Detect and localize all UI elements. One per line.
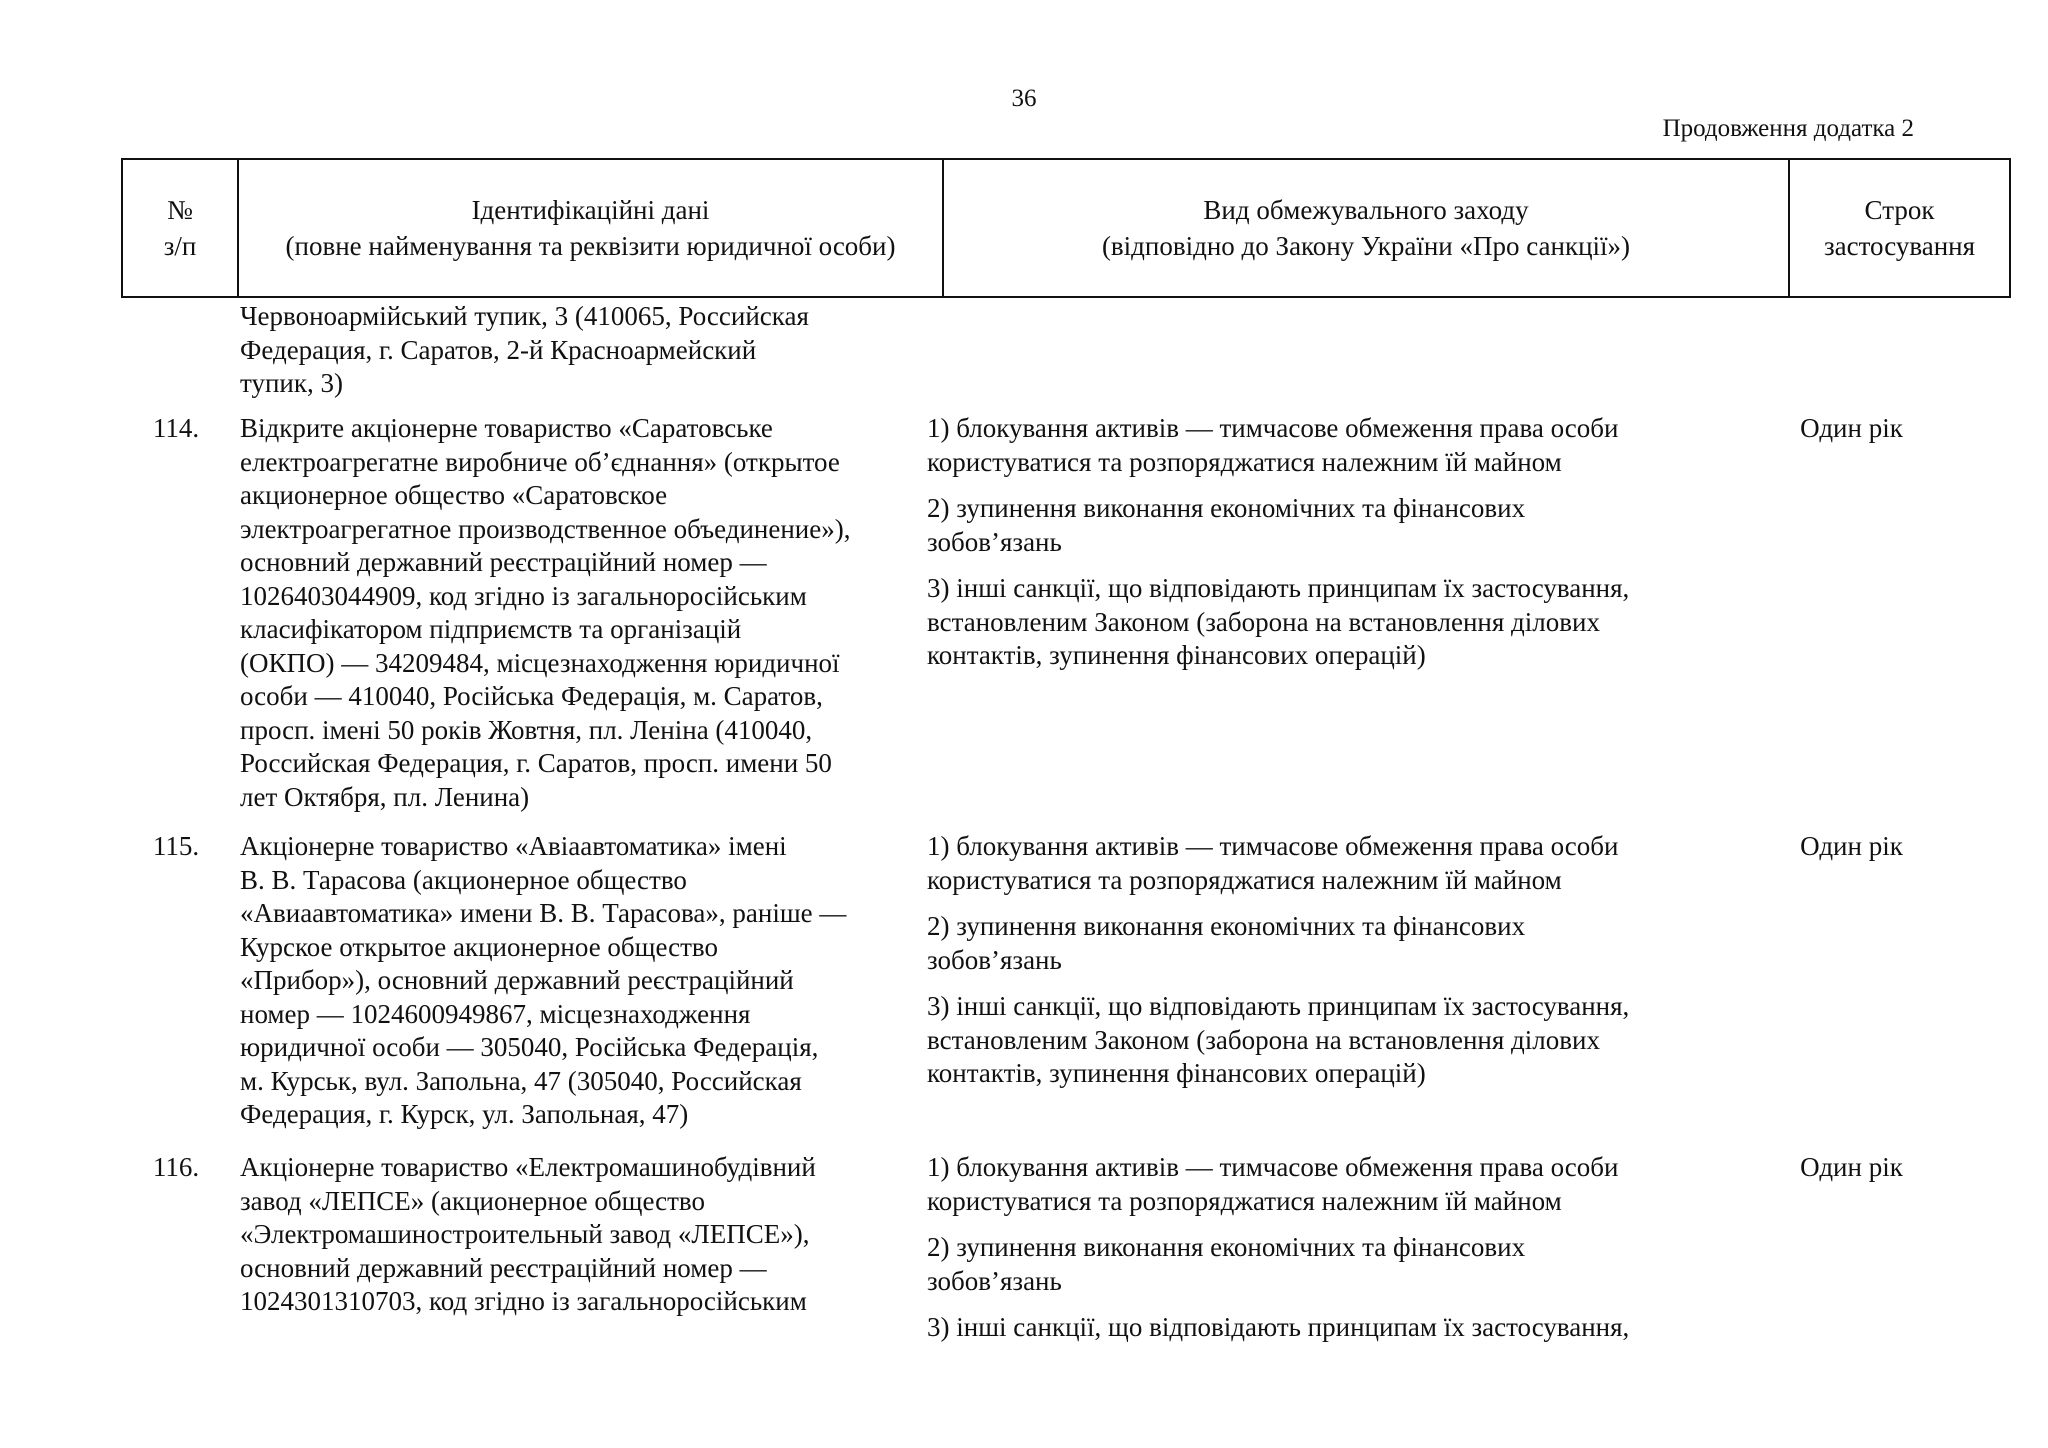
table-header bbox=[121, 158, 2011, 298]
identification-line: акционерное общество «Саратовское bbox=[240, 480, 668, 510]
identification-line: «Электромашиностроительный завод «ЛЕПСЕ»), bbox=[240, 1219, 810, 1249]
measure-line: 3) інші санкції, що відповідають принципам їх застосування, bbox=[927, 1312, 1630, 1342]
identification-line: електроагрегатне виробниче об’єднання» (открытое bbox=[240, 446, 840, 477]
row-measures bbox=[914, 1151, 1746, 1358]
header-measure-title: Вид обмежувального заходу bbox=[1203, 195, 1529, 225]
identification-line: просп. імені 50 років Жовтня, пл. Леніна (410040, bbox=[240, 714, 813, 745]
measure-item bbox=[927, 492, 1740, 559]
identification-line: Федерация, г. Курск, ул. Запольная, 47) bbox=[240, 1099, 689, 1129]
measure-line: користуватися та розпоряджатися належним їй майном bbox=[927, 864, 1562, 895]
row-number: 115. bbox=[152, 831, 200, 861]
row-term: Один рік bbox=[1800, 831, 1903, 861]
row-identification bbox=[223, 412, 914, 814]
measure-line: 3) інші санкції, що відповідають принципам їх застосування, bbox=[927, 573, 1630, 603]
measure-line: 2) зупинення виконання економічних та фінансових bbox=[927, 911, 1526, 941]
header-number-abbrev: з/п bbox=[163, 231, 197, 261]
measure-line: 1) блокування активів — тимчасове обмеження права особи bbox=[927, 1152, 1619, 1182]
identification-line: класифікатором підприємств та організацій bbox=[240, 614, 742, 644]
appendix-continuation-label: Продовження додатка 2 bbox=[1662, 115, 1914, 142]
identification-line: Акціонерне товариство «Авіаавтоматика» імені bbox=[240, 831, 787, 861]
identification-line: Відкрите акціонерне товариство «Саратовське bbox=[240, 413, 773, 443]
measure-item bbox=[927, 572, 1740, 673]
identification-line: Червоноармійський тупик, 3 (410065, Российская bbox=[240, 301, 809, 331]
header-identification-subtitle: (повне найменування та реквізити юридичної особи) bbox=[285, 231, 896, 261]
row-identification bbox=[223, 1151, 914, 1319]
identification-line: Российская Федерация, г. Саратов, просп. имени 50 bbox=[240, 748, 832, 778]
identification-line: «Прибор»), основний державний реєстраційний bbox=[240, 965, 794, 995]
measure-line: зобов’язань bbox=[927, 944, 1062, 975]
row-identification bbox=[223, 830, 914, 1132]
identification-line: Курское открытое акционерное общество bbox=[240, 931, 718, 962]
measure-line: контактів, зупинення фінансових операцій) bbox=[927, 640, 1426, 670]
row-measures bbox=[914, 830, 1746, 1104]
measure-item bbox=[927, 1311, 1740, 1345]
identification-line: (ОКПО) — 34209484, місцезнаходження юридичної bbox=[240, 647, 840, 678]
measure-line: 2) зупинення виконання економічних та фінансових bbox=[927, 1232, 1526, 1262]
header-number-symbol: № bbox=[167, 195, 193, 225]
row-number: 116. bbox=[152, 1152, 200, 1182]
measure-line: користуватися та розпоряджатися належним їй майном bbox=[927, 1185, 1562, 1216]
measure-line: 3) інші санкції, що відповідають принципам їх застосування, bbox=[927, 991, 1630, 1021]
header-term-title: Строк bbox=[1864, 195, 1935, 225]
table-row bbox=[121, 830, 1953, 1151]
measure-line: встановленим Законом (заборона на встановлення ділових bbox=[927, 606, 1600, 637]
identification-line: основний державний реєстраційний номер — bbox=[240, 1252, 767, 1283]
page-number: 36 bbox=[1011, 85, 1037, 112]
identification-line: юридичної особи — 305040, Російська Федерація, bbox=[240, 1032, 819, 1062]
measure-line: 2) зупинення виконання економічних та фінансових bbox=[927, 493, 1526, 523]
header-number-column bbox=[122, 159, 238, 297]
measure-item bbox=[927, 1151, 1740, 1218]
row-identification bbox=[223, 300, 914, 401]
measure-line: встановленим Законом (заборона на встановлення ділових bbox=[927, 1024, 1600, 1055]
measure-line: 1) блокування активів — тимчасове обмеження права особи bbox=[927, 413, 1619, 443]
row-measures bbox=[914, 412, 1746, 686]
header-identification-column bbox=[238, 159, 943, 297]
measure-line: 1) блокування активів — тимчасове обмеження права особи bbox=[927, 831, 1619, 861]
identification-line: завод «ЛЕПСЕ» (акционерное общество bbox=[240, 1185, 705, 1216]
measure-item bbox=[927, 990, 1740, 1091]
identification-line: «Авиаавтоматика» имени В. В. Тарасова», раніше — bbox=[240, 898, 847, 928]
row-term: Один рік bbox=[1800, 413, 1903, 443]
header-measure-column bbox=[943, 159, 1789, 297]
measure-line: зобов’язань bbox=[927, 1265, 1062, 1296]
header-term-subtitle: застосування bbox=[1823, 231, 1976, 261]
measure-item bbox=[927, 412, 1740, 479]
measure-item bbox=[927, 910, 1740, 977]
header-term-column bbox=[1789, 159, 2010, 297]
identification-line: электроагрегатное производственное объединение»), bbox=[240, 513, 851, 544]
header-measure-subtitle: (відповідно до Закону України «Про санкції») bbox=[1101, 231, 1631, 261]
identification-line: тупик, 3) bbox=[240, 368, 343, 398]
identification-line: особи — 410040, Російська Федерація, м. Саратов, bbox=[240, 681, 823, 711]
header-row bbox=[122, 159, 2010, 297]
measure-item bbox=[927, 830, 1740, 897]
table-row bbox=[121, 412, 1953, 830]
measure-line: контактів, зупинення фінансових операцій) bbox=[927, 1058, 1426, 1088]
header-identification-title: Ідентифікаційні дані bbox=[471, 195, 710, 225]
table-row bbox=[121, 300, 1953, 412]
identification-line: 1024301310703, код згідно із загальноросійським bbox=[240, 1286, 807, 1316]
table-row bbox=[121, 1151, 1953, 1381]
measure-line: користуватися та розпоряджатися належним їй майном bbox=[927, 446, 1562, 477]
measure-line: зобов’язань bbox=[927, 526, 1062, 557]
identification-line: лет Октября, пл. Ленина) bbox=[240, 781, 530, 812]
identification-line: м. Курськ, вул. Запольна, 47 (305040, Российская bbox=[240, 1065, 802, 1096]
measure-item bbox=[927, 1231, 1740, 1298]
identification-line: номер — 1024600949867, місцезнаходження bbox=[240, 998, 751, 1029]
identification-line: В. В. Тарасова (акционерное общество bbox=[240, 864, 687, 895]
identification-line: Акціонерне товариство «Електромашинобудівний bbox=[240, 1152, 816, 1182]
row-term: Один рік bbox=[1800, 1152, 1903, 1182]
identification-line: основний державний реєстраційний номер — bbox=[240, 547, 767, 577]
table-body bbox=[121, 300, 1953, 1381]
identification-line: 1026403044909, код згідно із загальноросійським bbox=[240, 580, 807, 611]
identification-line: Федерация, г. Саратов, 2-й Красноармейский bbox=[240, 334, 757, 365]
row-number: 114. bbox=[152, 413, 200, 443]
